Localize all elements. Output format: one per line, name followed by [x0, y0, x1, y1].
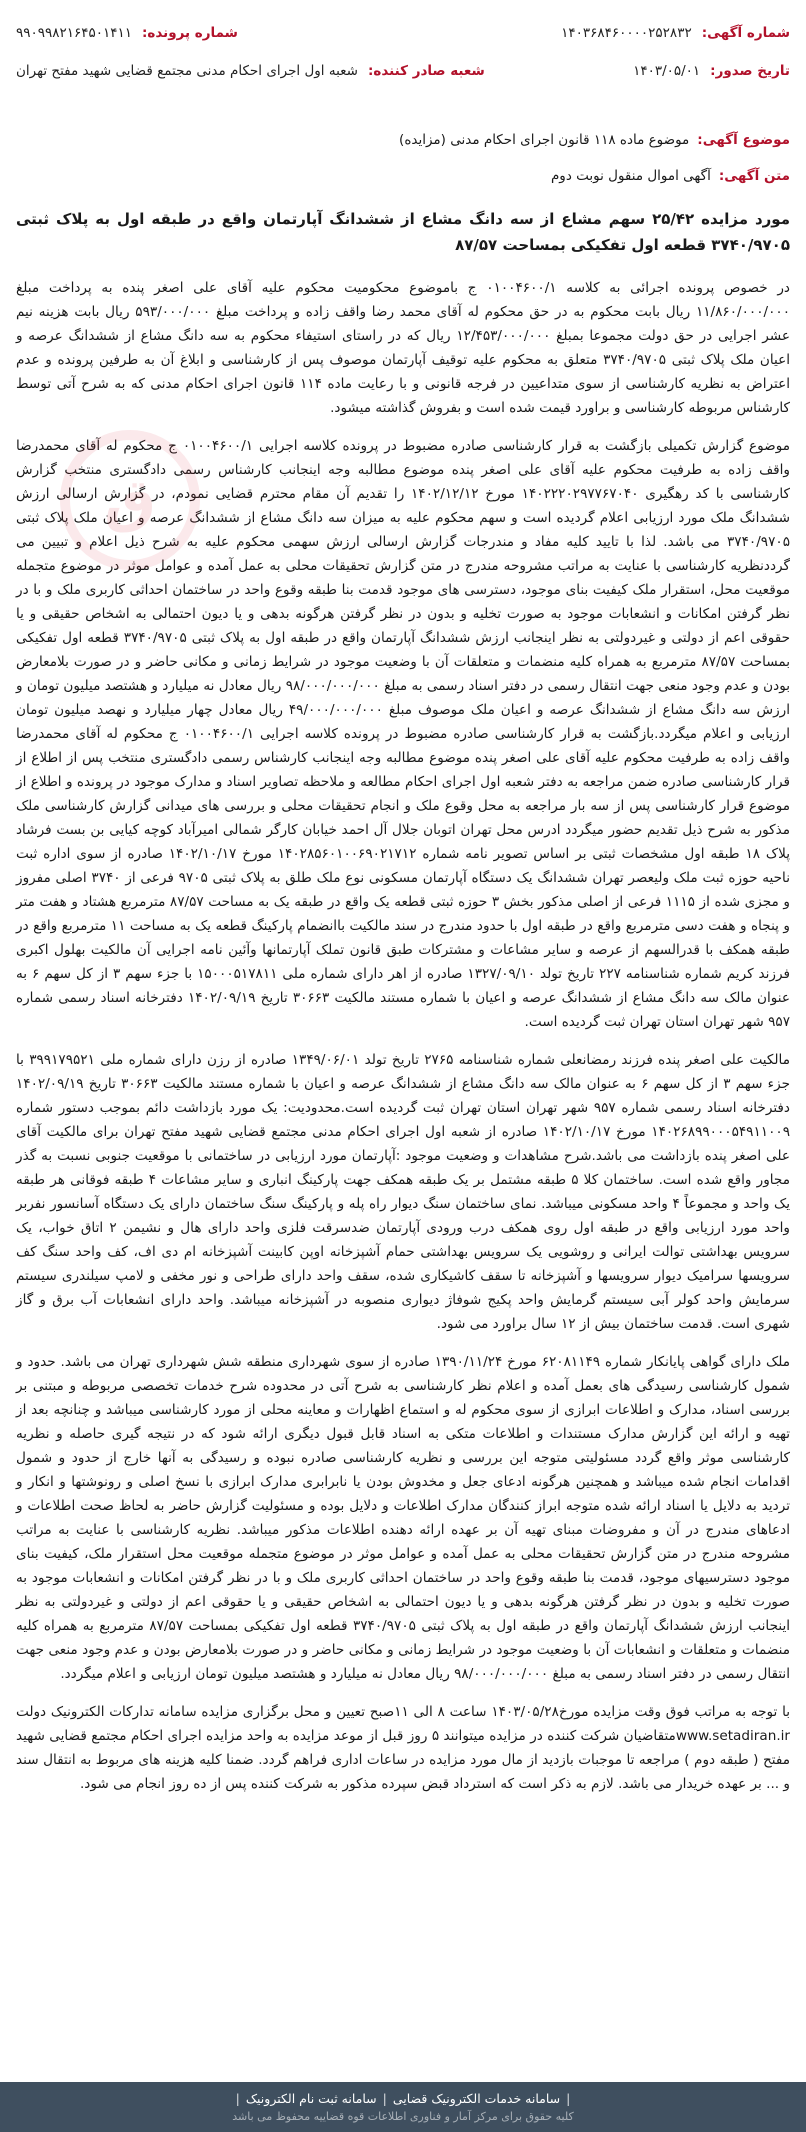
footer-separator: |: [566, 2091, 571, 2106]
subject-block: [16, 132, 790, 184]
issuing-branch-field: [16, 63, 485, 79]
footer-link-electronic-services[interactable]: سامانه خدمات الکترونیک قضایی: [392, 2091, 561, 2106]
ad-number-label: شماره آگهی:: [701, 25, 790, 41]
issuing-branch-label: شعبه صادر کننده:: [367, 63, 485, 79]
ad-number-field: [561, 25, 790, 41]
header-row-2: [16, 52, 790, 90]
subject-line: [16, 132, 790, 148]
issue-date-value: ۱۴۰۳/۰۵/۰۱: [633, 63, 701, 79]
paragraph-case-summary: در خصوص پرونده اجرائی به کلاسه ۰۱۰۰۴۶۰۰/۱ ج باموضوع محکومیت محکوم علیه آقای علی اصغر پنده به پرداخت مبلغ ۱۱/۸۶۰/۰۰۰/۰۰۰ ریال بابت محکوم به در حق محکوم له آقای محمد رضا واقف زاده و پرداخت مبلغ ۵۹۳/۰۰۰/۰۰۰ ریال بابت هزینه نیم عشر اجرایی در حق دولت مجموعا بمبلغ ۱۲/۴۵۳/۰۰۰/۰۰۰ ریال که در راستای استیفاء محکوم به سه دانگ مشاع از ششدانگ عرصه و اعیان ملک پلاک ثبتی ۳۷۴۰/۹۷۰۵ متعلق به محکوم علیه توقیف آپارتمان موصوف پس از کارشناسی و ابلاغ آن به طرفین پرونده و عدم اعتراض به نظریه کارشناسی از سوی متداعیین در فرجه قانونی و با رعایت ماده ۱۱۴ قانون اجرای احکام مدنی که به شرح آتی توسط کارشناس مربوطه کارشناسی و براورد قیمت شده است و بفروش گذاشته میشود.: [16, 280, 791, 416]
paragraph-valuation: ملک دارای گواهی پایانکار شماره ۶۲۰۸۱۱۴۹ مورخ ۱۳۹۰/۱۱/۲۴ صادره از سوی شهرداری منطقه شش شهرداری تهران می باشد. حدود و شمول کارشناسی رسیدگی های بعمل آمده و اعلام نظر کارشناسی به شرح آتی در محدوده شرح خدمات تخصصی مربوطه و مبتنی بر بررسی اسناد، مدارک و اطلاعات ابرازی از سوی محکوم له و استماع اظهارات و معاینه محلی از مورد کارشناسی میباشد و چنانچه بعد از تهیه و ارائه این گزارش مدارک مستندات و اطلاعات متکی به اسناد قابل قبول دیگری ارائه شود که در نتیجه گیری حاصله و نظریه کارشناسی موثر واقع گردد مسئولیتی متوجه این بررسی و نظریه کارشناسی صادره نبوده و رسیدگی به آنها خارج از حدود و شمول اقدامات انجام شده میباشد و همچنین هرگونه ادعای جعل و مخدوش بودن یا نابرابری مدارک ابرازی با نسخ اصلی و رونوشتها و انکار و تردید به دلایل یا اسناد ارائه شده متوجه ابراز کنندگان مدارک اطلاعات و دلایل بوده و مسئولیت گزارش حاضر به لحاظ صحت اطلاعات و ادعاهای مندرج در آن و مفروضات مبنای تهیه آن بر عهده ارائه دهنده اطلاعات مذکور میباشد. نظریه کارشناسی با عنایت به مراتب مشروحه مندرج در متن گزارش تحقیقات محلی به عمل آمده و عوامل موثر در موضوع متجمله موقعیت محل استقرار ملک، کیفیت بنای موجود دسترسیهای موجود، قدمت بنا طبقه وقوع واحد در ساختمان احداثی کاربری ملک و با در نظر گرفتن امکانات و انشعابات موجود به صورت تخلیه و بدون در نظر گرفتن هرگونه بدهی و یا دیون احتمالی به اشخاص حقیقی و یا حقوقی اعم از دولتی و غیردولتی به نظر اینجانب ارزش ششدانگ آپارتمان واقع در طبقه اول به پلاک ثبتی ۳۷۴۰/۹۷۰۵ قطعه اول تفکیکی بمساحت ۸۷/۵۷ مترمربع به همراه کلیه منضمات و متعلقات و انشعابات آن با وضعیت موجود در شرایط زمانی و مکانی حاضر و در صورت بلامعارض بودن و عدم وجود منعی جهت انتقال رسمی در دفتر اسناد رسمی به مبلغ ۹۸/۰۰۰/۰۰۰/۰۰۰ ریال معادل نه میلیارد و هشتصد میلیون تومان ارزیابی و اعلام میگردد.: [16, 1354, 791, 1682]
ad-text-label: متن آگهی:: [718, 168, 790, 184]
site-footer: [0, 2082, 806, 2132]
case-number-label: شماره پرونده:: [142, 25, 238, 41]
case-number-field: [16, 25, 238, 41]
ad-text-line: [16, 168, 790, 184]
paragraph-ownership-description: مالکیت علی اصغر پنده فرزند رمضانعلی شماره شناسنامه ۲۷۶۵ تاریخ تولد ۱۳۴۹/۰۶/۰۱ صادره از رزن دارای شماره ملی ۳۹۹۱۷۹۵۲۱ با جزء سهم ۳ از کل سهم ۶ به عنوان مالک سه دانگ مشاع از ششدانگ عرصه و اعیان با شماره مستند مالکیت ۳۰۶۶۳ تاریخ ۱۴۰۲/۰۹/۱۹ دفترخانه اسناد رسمی شماره ۹۵۷ شهر تهران استان تهران ثبت گردیده است.محدودیت: یک مورد بازداشت دائم بموجب دستور شماره ۱۴۰۲۶۸۹۹۰۰۰۵۴۹۱۱۰۰۹ مورخ ۱۴۰۲/۱۰/۱۷ صادره از شعبه اول اجرای احکام مدنی مجتمع قضایی شهید مفتح تهران برای مالکیت آقای علی اصغر پنده بازداشت می باشد.شرح مشاهدات و وضعیت موجود :آپارتمان مورد ارزیابی در ساختمانی با موقعیت جنوبی نسبت به گذر مجاور واقع شده است. ساختمان کلا ۵ طبقه مشتمل بر یک طبقه همکف جهت پارکینگ انباری و سایر مشاعات ۴ طبقه فوقانی هر طبقه یک واحد و مجموعاً ۴ واحد مسکونی میباشد. نمای ساختمان سنگ دیوار راه پله و پارکینگ سنگ ساختمان دارای یک دستگاه آسانسور نفربر واحد مورد ارزیابی واقع در طبقه اول روی همکف درب ورودی آپارتمان ضدسرقت فلزی واحد دارای هال و نشیمن ۲ اتاق خواب، یک سرویس بهداشتی توالت ایرانی و روشویی یک سرویس بهداشتی حمام آشپزخانه اوپن کابینت آشپزخانه ام دی اف، کف واحد سنگ کف سرویسها سرامیک دیوار سرویسها و آشپزخانه تا سقف کاشیکاری شده، سقف واحد دارای طراحی و نور مخفی و لامپ سیلندری سیستم سرمایش واحد کولر آبی سیستم گرمایش واحد پکیج شوفاژ دیواری منصوبه در آشپزخانه میباشد. واحد دارای انشعابات آب برق و گاز شهری است. قدمت ساختمان بیش از ۱۲ سال براورد می شود.: [16, 1052, 790, 1332]
footer-separator: |: [235, 2091, 240, 2106]
subject-value: موضوع ماده ۱۱۸ قانون اجرای احکام مدنی (مزایده): [399, 132, 690, 148]
footer-copyright: کلیه حقوق برای مرکز آمار و فناوری اطلاعات قوه قضاییه محفوظ می باشد: [232, 2110, 574, 2123]
case-number-value: ۹۹۰۹۹۸۲۱۶۴۵۰۱۴۱۱: [16, 25, 133, 41]
footer-separator: |: [382, 2091, 387, 2106]
issue-date-label: تاریخ صدور:: [710, 63, 790, 79]
paragraph-auction-terms: با توجه به مراتب فوق وقت مزایده مورخ۱۴۰۳/۰۵/۲۸ ساعت ۸ الی ۱۱صبح تعیین و محل برگزاری مزایده سامانه تدارکات الکترونیک دولت www.setadiran.irمتقاضیان شرکت کننده در مزایده میتوانند ۵ روز قبل از موعد مزایده به واحد مزایده اجرای احکام مجتمع قضایی شهید مفتح ( طبقه دوم ) مراجعه تا موجبات بازدید از مال مورد مزایده در ساعات اداری فراهم گردد. ضمنا کلیه هزینه های مربوط به انتقال سند و ... بر عهده خریدار می باشد. لازم به ذکر است که استرداد قبض سپرده مذکور به شرکت کننده پس از ده روز انجام می شود.: [16, 1704, 791, 1792]
footer-link-registration[interactable]: سامانه ثبت نام الکترونیک: [245, 2091, 377, 2106]
issue-date-field: [633, 63, 790, 79]
header-row-1: [16, 14, 790, 52]
paragraph-expert-report: موضوع گزارش تکمیلی بازگشت به قرار کارشناسی صادره مضبوط در پرونده کلاسه اجرایی ۰۱۰۰۴۶۰۰/۱ ج محکوم له آقای محمدرضا واقف زاده به طرفیت محکوم علیه آقای علی اصغر پنده موضوع مطالبه وجه اینجانب کارشناس رسمی دادگستری منتخب گزارش کارشناسی با کد رهگیری ۱۴۰۲۲۲۰۲۹۷۷۶۷۰۴۰ مورخ ۱۴۰۲/۱۲/۱۲ را تقدیم آن مقام محترم قضایی نمودم، در گزارش ارسالی ارزش ششدانگ ملک مورد ارزیابی اعلام گردیده است و سهم محکوم علیه به میزان سه دانگ مشاع از ششدانگ عرصه و اعیان ملک پلاک ثبتی ۳۷۴۰/۹۷۰۵ می باشد. لذا با تایید کلیه مفاد و مندرجات گزارش ارسالی ارزش سهمی محکوم علیه به شرح ذیل اعلام و تبیین می گرددنظریه کارشناسی با عنایت به مراتب مشروحه مندرج در متن گزارش تحقیقات محلی به عمل آمده و عوامل موثر در موضوع متجمله موقعیت محل، استقرار ملک کیفیت بنای موجود، دسترسی های موجود قدمت بنا طبقه وقوع واحد در ساختمان احداثی کاربری ملک و با در نظر گرفتن امکانات و انشعابات موجود به صورت تخلیه و بدون در نظر گرفتن هرگونه بدهی و یا دیون احتمالی به اشخاص حقیقی و یا حقوقی اعم از دولتی و غیردولتی به نظر اینجانب ارزش ششدانگ آپارتمان واقع در طبقه اول به پلاک ثبتی ۳۷۴۰/۹۷۰۵ قطعه اول تفکیکی بمساحت ۸۷/۵۷ مترمربع به همراه کلیه منضمات و متعلقات آن با وضعیت موجود در شرایط زمانی و مکانی حاضر و در صورت بلامعارض بودن و عدم وجود منعی جهت انتقال رسمی در دفتر اسناد رسمی به مبلغ ۹۸/۰۰۰/۰۰۰/۰۰۰ ریال معادل نه میلیارد و هشتصد میلیون تومان و ارزش سه دانگ مشاع از ششدانگ عرصه و اعیان ملک موصوف مبلغ ۴۹/۰۰۰/۰۰۰/۰۰۰ ریال معادل چهار میلیارد و نهصد میلیون تومان ارزیابی و اعلام میگردد.بازگشت به قرار کارشناسی صادره مضبوط در پرونده کلاسه اجرایی ۰۱۰۰۴۶۰۰/۱ ج محکوم له آقای محمدرضا واقف زاده به طرفیت محکوم علیه آقای علی اصغر پنده موضوع مطالبه وجه اینجانب کارشناس رسمی دادگستری منتخب پس از اطلاع از قرار کارشناسی صادره ضمن مراجعه به دفتر شعبه اول اجرای احکام مطالعه و ملاحظه تصاویر اسناد و مدارک موجود در پرونده و اطلاع از موضوع قرار کارشناسی پس از سه بار مراجعه به محل وقوع ملک و انجام تحقیقات محلی و بررسی های میدانی گزارش کارشناسی ملک مذکور به شرح ذیل تقدیم حضور میگردد ادرس محل تهران اتوبان جلال آل احمد خیابان کارگر شمالی امیرآباد کوچه کیایی بن بست فرشاد پلاک ۱۸ طبقه اول مشخصات ثبتی بر اساس تصویر نامه شماره ۱۴۰۲۸۵۶۰۱۰۰۶۹۰۲۱۷۱۲ مورخ ۱۴۰۲/۱۰/۱۷ صادره از سوی اداره ثبت ناحیه حوزه ثبت ملک ولیعصر تهران ششدانگ یک دستگاه آپارتمان مسکونی نوع ملک طلق به پلاک ثبتی ۹۷۰۵ فرعی از ۳۷۴۰ اصلی مفروز و مجزی شده از ۱۱۱۵ فرعی از اصلی مذکور بخش ۳ حوزه ثبتی قطعه یک واقع در طبقه یک به مساحت ۸۷/۵۷ مترمربع هشتاد و هفت متر و پنجاه و هفت دسی مترمربع واقع در طبقه اول با حدود مندرج در سند مالکیت باانضمام پارکینگ قطعه یک به مساحت ۱۱ مترمربع واقع در طبقه همکف با قدرالسهم از عرصه و سایر مشاعات و مشترکات طبق قانون تملک آپارتمانها وآئین نامه اجرایی آن مالکیت بهلول اکبری فرزند کریم شماره شناسنامه ۲۲۷ تاریخ تولد ۱۳۲۷/۰۹/۱۰ صادره از اهر دارای شماره ملی ۱۵۰۰۰۵۱۷۸۱۱ با جزء سهم ۳ از کل سهم ۶ به عنوان مالک سه دانگ مشاع از ششدانگ عرصه و اعیان با شماره مستند مالکیت ۳۰۶۶۳ تاریخ ۱۴۰۲/۰۹/۱۹ دفترخانه اسناد رسمی شماره ۹۵۷ شهر تهران استان تهران ثبت گردیده است.: [16, 438, 791, 1030]
judiciary-watermark-logo: ق: [60, 430, 200, 570]
issuing-branch-value: شعبه اول اجرای احکام مدنی مجتمع قضایی شهید مفتح تهران: [16, 63, 358, 79]
ad-text-value: آگهی اموال منقول نوبت دوم: [550, 168, 711, 184]
subject-label: موضوع آگهی:: [697, 132, 790, 148]
auction-item-title: مورد مزایده ۲۵/۴۲ سهم مشاع از سه دانگ مشاع از ششدانگ آپارتمان واقع در طبقه اول به پلاک ثبتی ۳۷۴۰/۹۷۰۵ قطعه اول تفکیکی بمساحت ۸۷/۵۷: [16, 210, 790, 254]
ad-number-value: ۱۴۰۳۶۸۴۶۰۰۰۰۲۵۲۸۳۲: [561, 25, 692, 41]
footer-links: [236, 2091, 571, 2106]
